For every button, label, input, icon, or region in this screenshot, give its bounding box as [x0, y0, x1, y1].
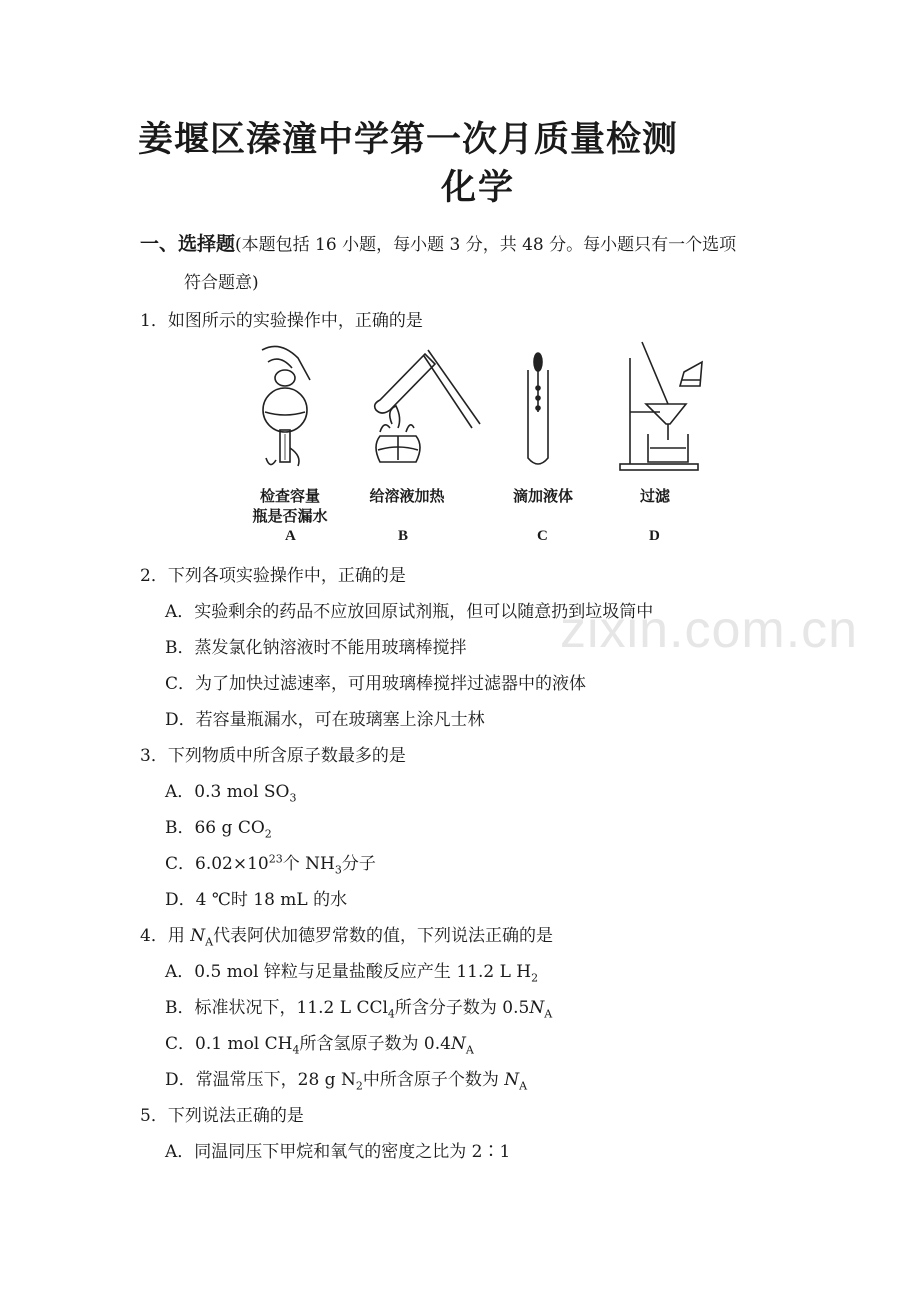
q2-option-a: A．实验剩余的药品不应放回原试剂瓶，但可以随意扔到垃圾筒中 [165, 602, 654, 622]
q3-option-c: C．$6.02\times 10^{23}$个 $NH_3$分子 [165, 852, 376, 877]
label-a: A [285, 528, 296, 544]
q3-option-a: A．0.3 mol $SO_3$ [165, 782, 297, 805]
filtration-drawing [620, 342, 702, 470]
caption-c: 滴加液体 [512, 487, 573, 505]
q2-option-b: B．蒸发氯化钠溶液时不能用玻璃棒搅拌 [165, 638, 467, 658]
q1-figure [240, 340, 710, 550]
exam-title: 姜堰区溱潼中学第一次月质量检测 [138, 119, 679, 160]
q3-option-d: D．4 ℃时 18 mL 的水 [165, 890, 348, 910]
label-c: C [537, 528, 548, 544]
section-heading: 一、选择题 [140, 233, 236, 255]
q2-option-d: D．若容量瓶漏水，可在玻璃塞上涂凡士林 [165, 710, 485, 730]
q2-option-c: C．为了加快过滤速率，可用玻璃棒搅拌过滤器中的液体 [165, 674, 587, 694]
q2-stem: 2．下列各项实验操作中，正确的是 [140, 566, 406, 586]
q4-option-c: C．0.1 mol $CH_4$所含氢原子数为 $0.4N_A$ [165, 1034, 474, 1057]
q3-stem: 3．下列物质中所含原子数最多的是 [140, 746, 406, 766]
q4-option-a: A．0.5 mol 锌粒与足量盐酸反应产生 11.2 L $H_2$ [165, 962, 539, 985]
test-tube-heating-drawing [375, 350, 480, 462]
q3-option-b: B．66 g $CO_2$ [165, 818, 272, 841]
watermark: zixin.com.cn [560, 601, 859, 659]
q1-stem: 1．如图所示的实验操作中，正确的是 [140, 311, 423, 331]
caption-b: 给溶液加热 [369, 487, 445, 505]
lab-apparatus-illustration [240, 340, 710, 500]
section-note-cont: 符合题意) [184, 273, 259, 293]
volumetric-flask-drawing [262, 346, 310, 466]
caption-d: 过滤 [639, 487, 670, 505]
q4-stem: 4．用 $N_A$代表阿伏加德罗常数的值，下列说法正确的是 [140, 926, 554, 949]
dropper-test-tube-drawing [528, 353, 548, 464]
q4-option-d: D．常温常压下，28 g $N_2$中所含原子个数为 $N_A$ [165, 1070, 528, 1093]
label-b: B [398, 528, 409, 544]
section-heading-line [140, 229, 736, 256]
caption-a: 检查容量 瓶是否漏水 [252, 487, 328, 525]
q5-stem: 5．下列说法正确的是 [140, 1106, 304, 1126]
q5-option-a: A．同温同压下甲烷和氧气的密度之比为 2∶1 [165, 1142, 511, 1162]
label-d: D [649, 528, 660, 544]
exam-subject: 化学 [441, 167, 516, 208]
q4-option-b: B．标准状况下，11.2 L CCl$_4$所含分子数为 $0.5N_A$ [165, 998, 553, 1021]
section-note: (本题包括 16 小题，每小题 3 分，共 48 分。每小题只有一个选项 [235, 235, 737, 255]
